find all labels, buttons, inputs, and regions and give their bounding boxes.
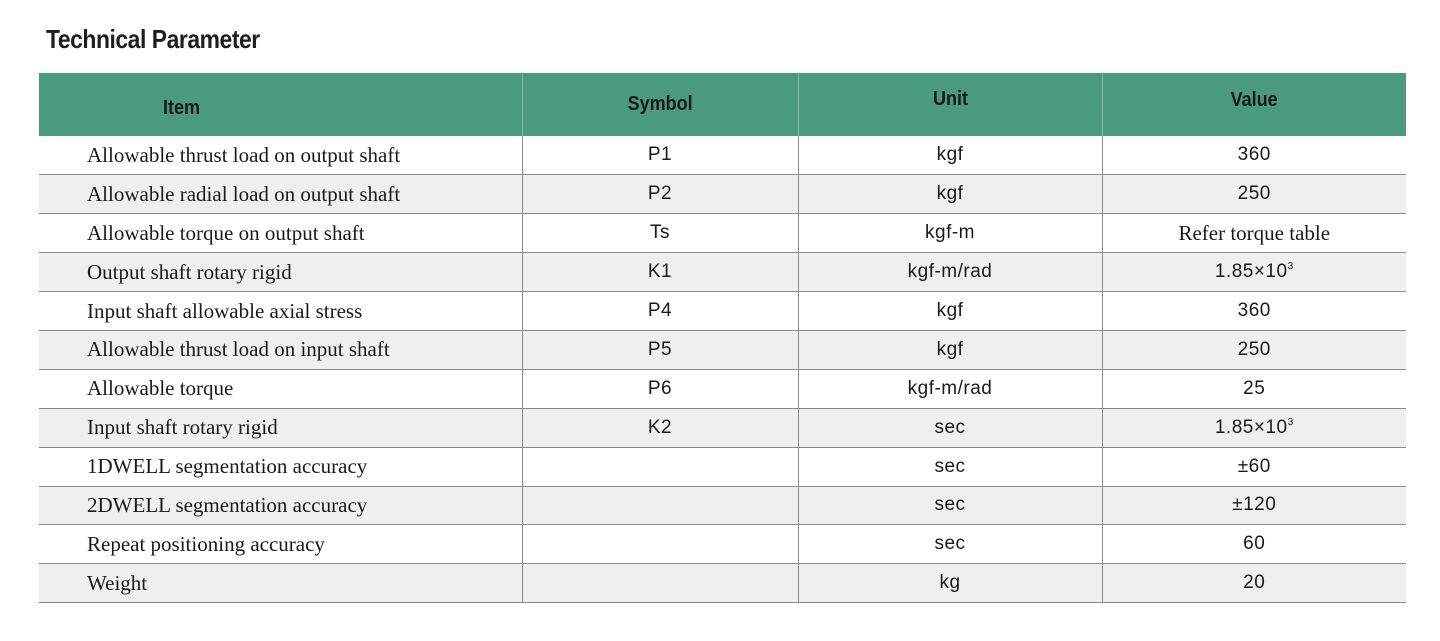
cell-item: Allowable thrust load on input shaft — [39, 330, 522, 369]
column-header-item: Item — [39, 73, 522, 136]
page-title: Technical Parameter — [46, 24, 260, 54]
cell-unit: kgf — [798, 330, 1102, 369]
table-row — [39, 525, 1406, 564]
cell-value: 360 — [1237, 300, 1271, 321]
table-row — [39, 486, 1406, 525]
cell-symbol: P4 — [522, 292, 798, 331]
cell-item: Allowable torque on output shaft — [39, 214, 522, 253]
cell-unit: sec — [798, 447, 1102, 486]
cell-unit: sec — [798, 408, 1102, 447]
cell-unit: kgf-m/rad — [798, 369, 1102, 408]
cell-symbol — [522, 525, 798, 564]
cell-value: 250 — [1237, 338, 1271, 360]
value-base: 1.85×10 — [1214, 416, 1288, 438]
table-row — [39, 447, 1406, 486]
value-base: 1.85×10 — [1214, 261, 1288, 283]
cell-value: 250 — [1237, 183, 1271, 205]
cell-symbol: P2 — [522, 175, 798, 214]
cell-symbol: K2 — [522, 408, 798, 447]
cell-value — [1102, 408, 1406, 447]
column-header-unit: Unit — [798, 73, 1102, 136]
table-row — [39, 253, 1406, 292]
cell-item: Weight — [39, 564, 522, 603]
column-header-value: Value — [1230, 89, 1278, 111]
cell-symbol: K1 — [522, 253, 798, 292]
cell-item: Repeat positioning accuracy — [39, 525, 522, 564]
cell-item: Allowable torque — [39, 369, 522, 408]
cell-value: 60 — [1243, 533, 1266, 555]
cell-symbol: P1 — [522, 136, 798, 175]
column-header-symbol: Symbol — [522, 73, 798, 136]
cell-item: Allowable radial load on output shaft — [39, 175, 522, 214]
cell-value: 20 — [1243, 572, 1266, 594]
table-row — [39, 292, 1406, 331]
table-row — [39, 408, 1406, 447]
cell-unit: kgf — [798, 175, 1102, 214]
table-row — [39, 214, 1406, 253]
technical-parameter-table — [39, 73, 1406, 603]
cell-item: 1DWELL segmentation accuracy — [39, 447, 522, 486]
cell-symbol: P6 — [522, 369, 798, 408]
table-header — [39, 73, 1406, 136]
table-row — [39, 175, 1406, 214]
cell-unit: kgf-m/rad — [798, 253, 1102, 292]
header-row — [39, 73, 1406, 136]
cell-unit: sec — [798, 525, 1102, 564]
cell-symbol: P5 — [522, 330, 798, 369]
cell-value: 360 — [1237, 144, 1271, 166]
table-row — [39, 330, 1406, 369]
table-body — [39, 136, 1406, 603]
cell-value: Refer torque table — [1178, 220, 1331, 245]
table-row — [39, 369, 1406, 408]
value-exponent: 3 — [1287, 416, 1294, 428]
cell-value — [1102, 253, 1406, 292]
cell-item: Input shaft rotary rigid — [39, 408, 522, 447]
cell-item: 2DWELL segmentation accuracy — [39, 486, 522, 525]
cell-unit: sec — [798, 486, 1102, 525]
cell-item: Allowable thrust load on output shaft — [39, 136, 522, 175]
cell-unit: kgf — [798, 136, 1102, 175]
cell-item: Input shaft allowable axial stress — [39, 292, 522, 331]
value-exponent: 3 — [1287, 261, 1294, 273]
cell-value: ±60 — [1237, 455, 1271, 477]
cell-unit: kg — [798, 564, 1102, 603]
cell-symbol — [522, 486, 798, 525]
cell-value: ±120 — [1232, 494, 1277, 516]
cell-symbol — [522, 564, 798, 603]
cell-unit: kgf — [798, 292, 1102, 331]
cell-item: Output shaft rotary rigid — [39, 253, 522, 292]
cell-symbol: Ts — [522, 214, 798, 253]
table-row — [39, 136, 1406, 175]
table-row — [39, 564, 1406, 603]
cell-value: 25 — [1243, 377, 1266, 399]
cell-symbol — [522, 447, 798, 486]
cell-unit: kgf-m — [798, 214, 1102, 253]
